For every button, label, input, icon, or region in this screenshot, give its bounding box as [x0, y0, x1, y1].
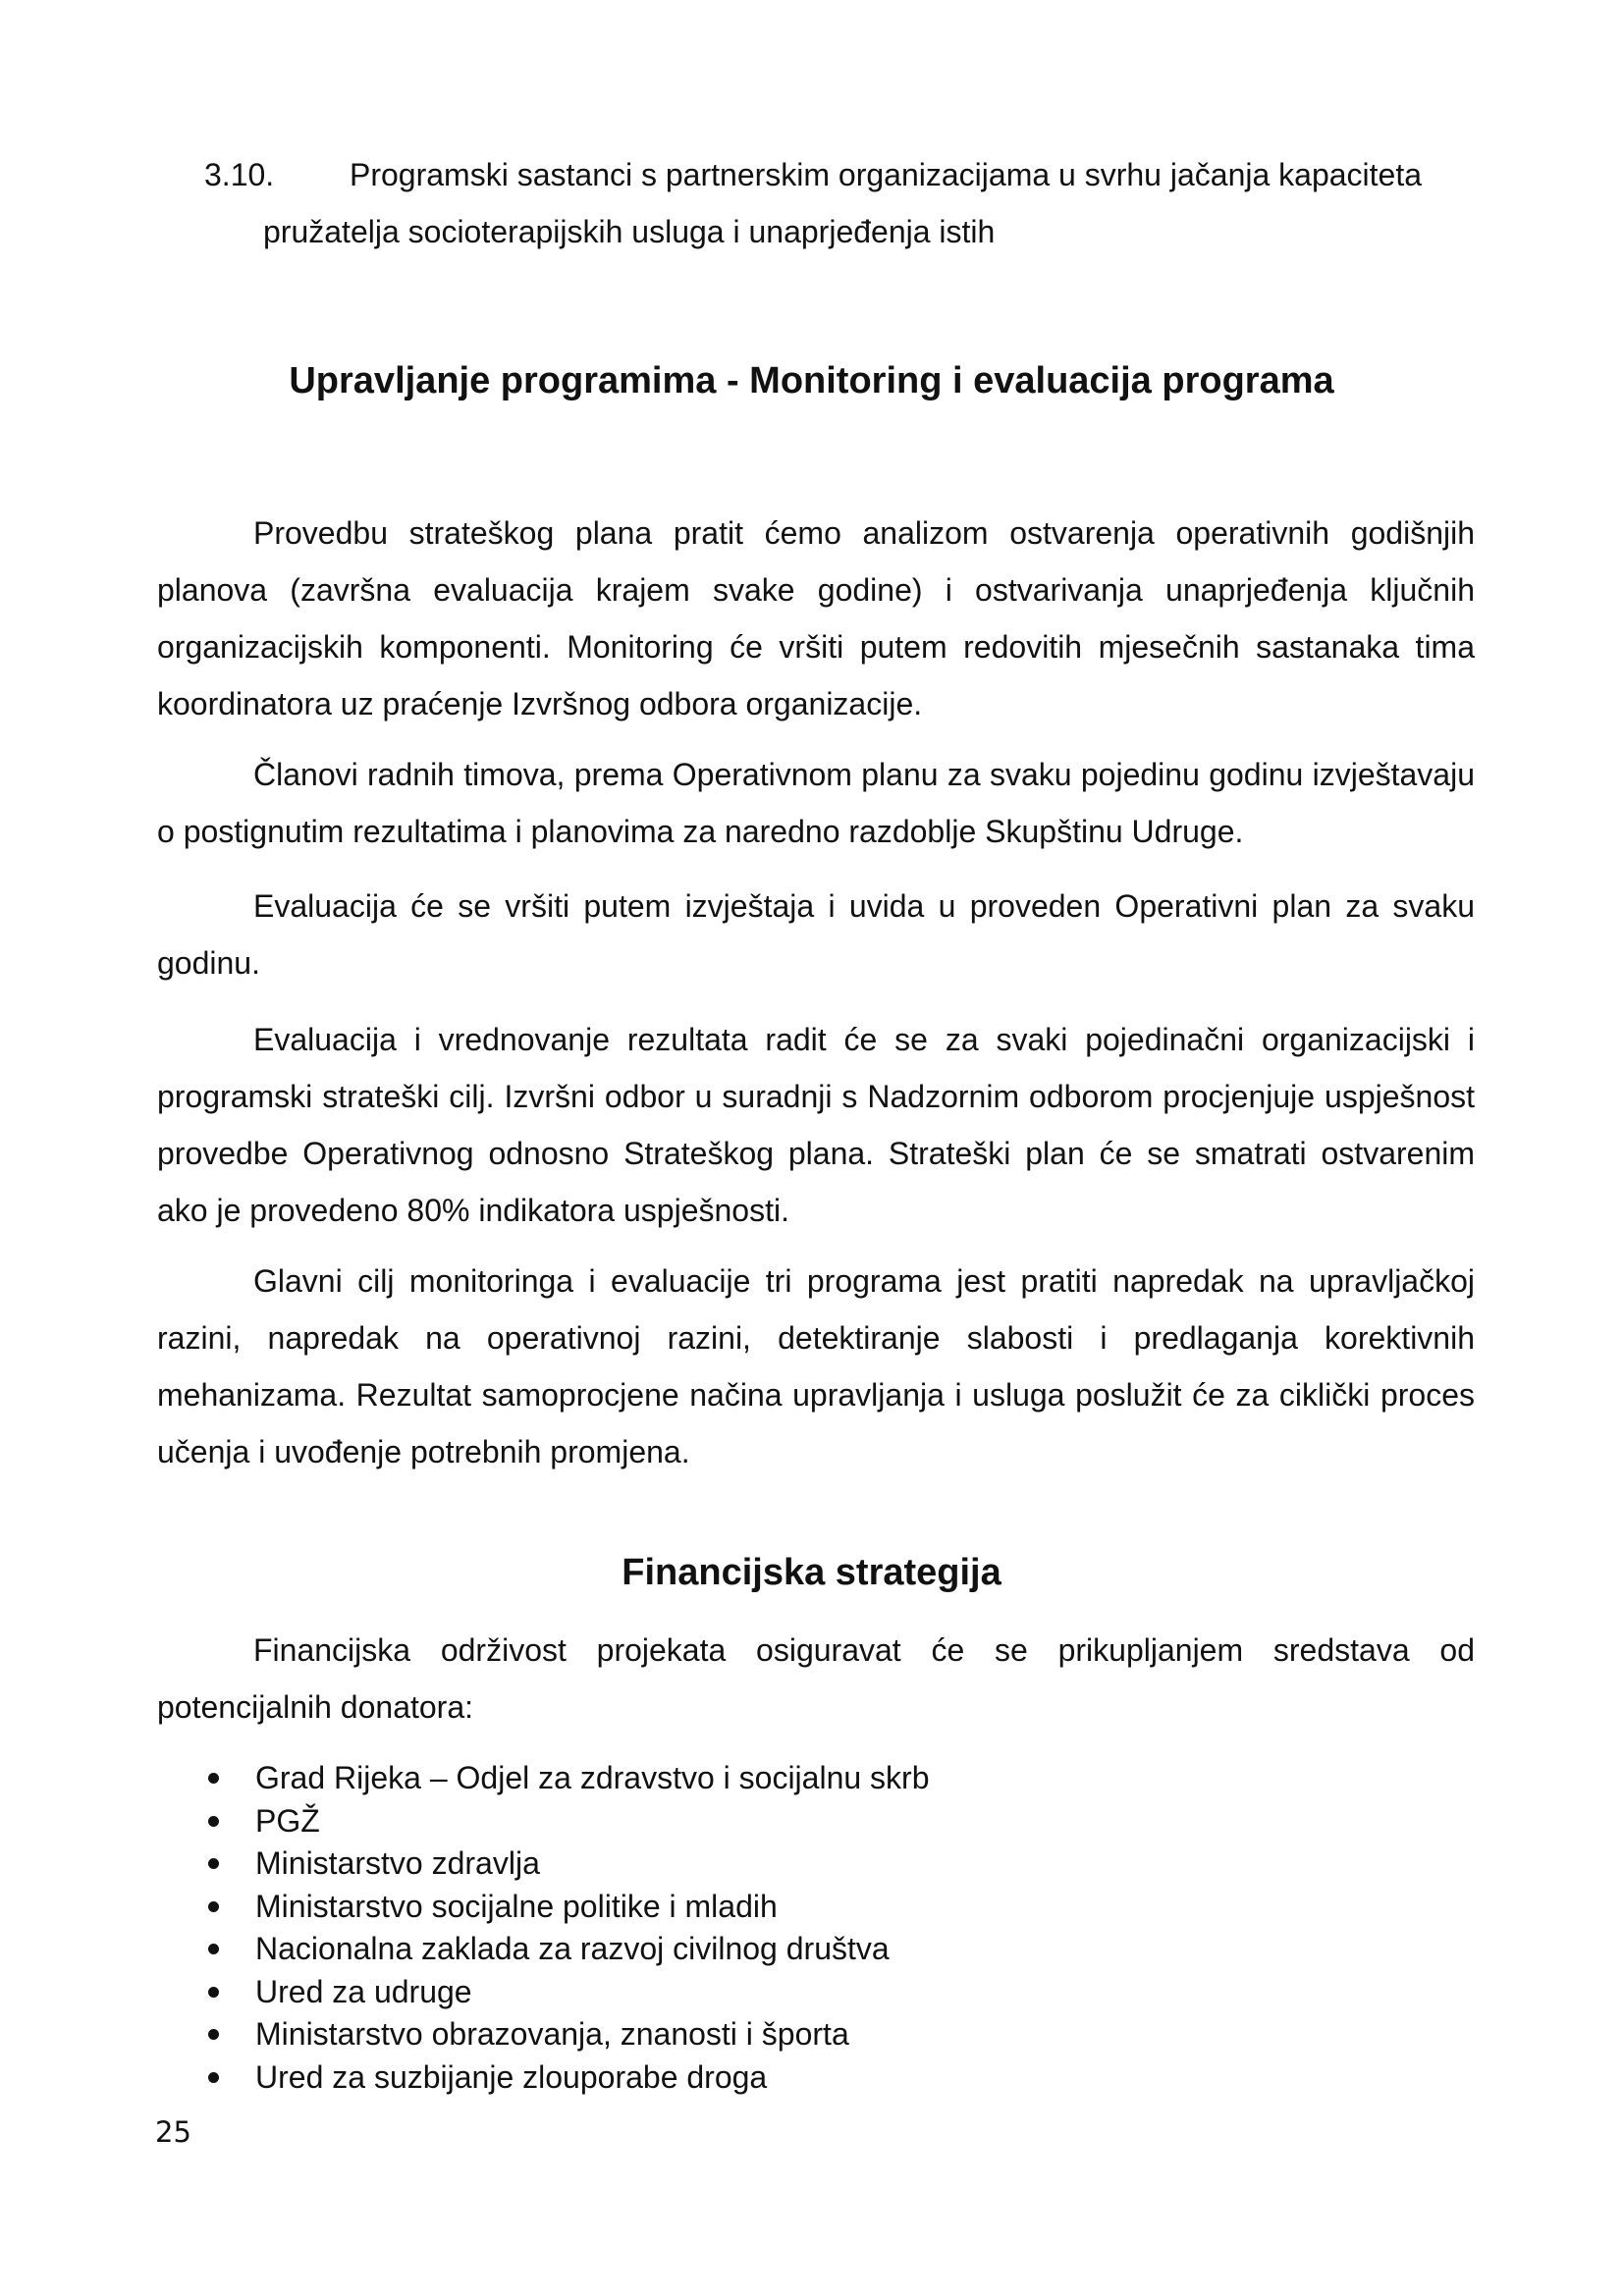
bullet-icon: [208, 2072, 219, 2083]
bullet-icon: [208, 1987, 219, 1998]
donor-list-item: [157, 1757, 930, 1800]
donor-label: Grad Rijeka – Odjel za zdravstvo i socijalnu skrb: [255, 1760, 930, 1795]
donor-label: Ured za suzbijanje zlouporabe droga: [255, 2058, 768, 2095]
donor-label: Ministarstvo zdravlja: [255, 1845, 540, 1881]
donor-label: PGŽ: [255, 1802, 320, 1839]
paragraph-monitoring-2: Članovi radnih timova, prema Operativnom planu za svaku pojedinu godinu izvještavaju o postignutim rezultatima i planovima za naredno razdoblje Skupštinu Udruge.: [157, 757, 1475, 849]
bullet-icon: [208, 2029, 219, 2040]
paragraph-monitoring-4: Evaluacija i vrednovanje rezultata radit će se za svaki pojedinačni organizacijski i programski strateški cilj. Izvršni odbor u suradnji s Nadzornim odborom procjenjuje uspješnost provedbe Operativnog odnosno Strateškog plana. Strateški plan će se smatrati ostvarenim ako je provedeno 80% indikatora uspješnosti.: [157, 1022, 1475, 1228]
section-item-title-line2: pružatelja socioterapijskih usluga i unaprjeđenja istih: [263, 214, 996, 249]
donor-label: Ured za udruge: [255, 1973, 472, 2009]
paragraph-monitoring-3: Evaluacija će se vršiti putem izvještaja i uvida u proveden Operativni plan za svaku godinu.: [157, 888, 1475, 981]
section-item-number: 3.10.: [204, 157, 275, 192]
donor-list-item: [157, 1928, 930, 1971]
donor-list-item: [157, 1971, 930, 2014]
bullet-icon: [208, 1773, 219, 1784]
bullet-icon: [208, 1858, 219, 1869]
donor-list-item: [157, 1886, 930, 1929]
donor-list-item: [157, 2056, 930, 2100]
bullet-icon: [208, 1944, 219, 1954]
heading-monitoring: Upravljanje programima - Monitoring i evaluacija programa: [289, 360, 1334, 401]
donor-label: Ministarstvo obrazovanja, znanosti i športa: [255, 2016, 849, 2052]
donor-list-item: [157, 1800, 930, 1843]
paragraph-finance-intro: Financijska održivost projekata osiguravat će se prikupljanjem sredstava od potencijalnih donatora:: [157, 1632, 1475, 1725]
paragraph-monitoring-1: Provedbu strateškog plana pratit ćemo analizom ostvarenja operativnih godišnjih planova (završna evaluacija krajem svake godine) i ostvarivanja unaprjeđenja ključnih organizacijskih komponenti. Monitoring će vršiti putem redovitih mjesečnih sastanaka tima koordinatora uz praćenje Izvršnog odbora organizacije.: [157, 515, 1475, 721]
donor-list-item: [157, 2013, 930, 2056]
paragraph-monitoring-5: Glavni cilj monitoringa i evaluacije tri programa jest pratiti napredak na upravljačkoj razini, napredak na operativnoj razini, detektiranje slabosti i predlaganja korektivnih mehanizama. Rezultat samoprocjene načina upravljanja i usluga poslužit će za ciklički proces učenja i uvođenje potrebnih promjena.: [157, 1263, 1475, 1469]
donor-label: Nacionalna zaklada za razvoj civilnog društva: [255, 1931, 890, 1966]
section-item-title-line1: Programski sastanci s partnerskim organizacijama u svrhu jačanja kapaciteta: [350, 157, 1423, 192]
heading-finance: Financijska strategija: [622, 1552, 1001, 1593]
donor-list-item: [157, 1842, 930, 1886]
donor-label: Ministarstvo socijalne politike i mladih: [255, 1888, 778, 1924]
donor-list: [157, 1757, 930, 2099]
bullet-icon: [208, 1816, 219, 1827]
page-number: 25: [155, 2115, 191, 2149]
bullet-icon: [208, 1901, 219, 1912]
